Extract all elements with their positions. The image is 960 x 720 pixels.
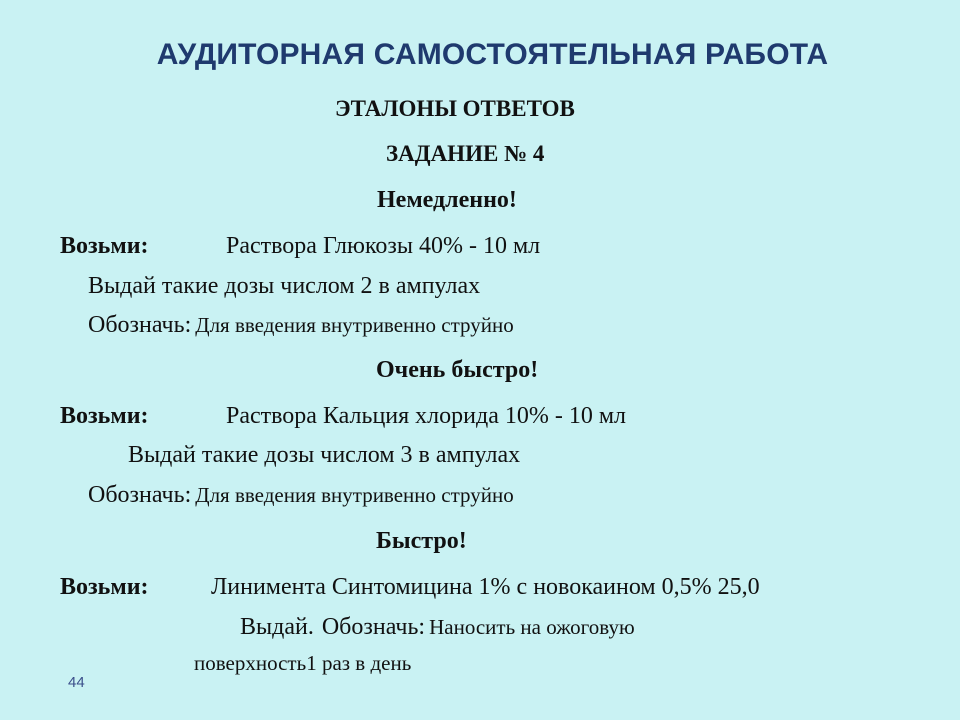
- give-sign-line-3: [240, 614, 635, 641]
- sign-label-3: Обозначь:: [321, 614, 426, 640]
- sign-label-2: Обозначь:: [88, 482, 192, 508]
- sign-line-2: [88, 482, 514, 509]
- sign-text-3-continued: поверхность1 раз в день: [194, 651, 412, 675]
- task-heading: ЗАДАНИЕ № 4: [386, 141, 545, 166]
- take-text-2: Раствора Кальция хлорида 10% - 10 мл: [226, 403, 626, 429]
- urgency-label-3: Быстро!: [376, 528, 467, 554]
- urgency-label-2: Очень быстро!: [376, 357, 539, 383]
- page-title: АУДИТОРНАЯ САМОСТОЯТЕЛЬНАЯ РАБОТА: [156, 38, 829, 71]
- urgency-label-1: Немедленно!: [377, 187, 517, 213]
- take-label-3: Возьми:: [60, 574, 149, 600]
- give-text-2: Выдай такие дозы числом 3 в ампулах: [128, 442, 521, 468]
- sign-label-1: Обозначь:: [88, 312, 192, 338]
- give-text-1: Выдай такие дозы числом 2 в ампулах: [88, 273, 481, 299]
- subtitle: ЭТАЛОНЫ ОТВЕТОВ: [335, 96, 575, 121]
- take-label-2: Возьми:: [60, 403, 149, 429]
- sign-line-1: [88, 312, 514, 339]
- sign-text-3: Наносить на ожоговую: [429, 615, 635, 639]
- take-label-1: Возьми:: [60, 233, 149, 259]
- take-text-3: Линимента Синтомицина 1% с новокаином 0,5% 25,0: [211, 574, 760, 600]
- slide-number: 44: [68, 674, 85, 691]
- take-text-1: Раствора Глюкозы 40% - 10 мл: [226, 233, 541, 259]
- give-text-3: Выдай.: [240, 614, 314, 640]
- sign-text-1: Для введения внутривенно струйно: [195, 313, 514, 337]
- sign-text-2: Для введения внутривенно струйно: [195, 483, 514, 507]
